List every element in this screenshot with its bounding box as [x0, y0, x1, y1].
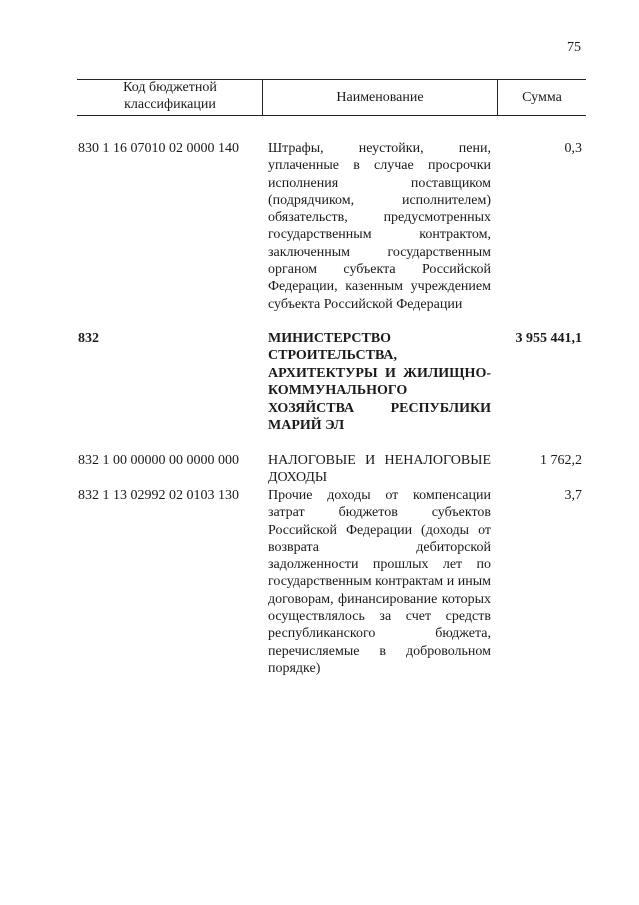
row-1-code: 830 1 16 07010 02 0000 140: [78, 141, 239, 156]
row-1-sum: 0,3: [564, 141, 582, 156]
row-3-code: 832 1 00 00000 00 0000 000: [78, 453, 239, 468]
row-4-name: Прочие доходы от компенсации затрат бюджетов субъектов Российской Федерации (доходы от возврата дебиторской задолженности прошлых лет по государственным контрактам и иным договорам, финансирование которых осуществлялось за счет средств республиканского бюджета, перечисляемые в добровольном порядке): [268, 488, 491, 676]
page-number: 75: [567, 40, 581, 55]
row-1-name: Штрафы, неустойки, пени, уплаченные в случае просрочки исполнения поставщиком (подрядчиком, исполнителем) обязательств, предусмотренных государственным контрактом, заключенным государственным органом субъекта Российской Федерации, казенным учреждением субъекта Российской Федерации: [268, 141, 491, 312]
row-2-name: МИНИСТЕРСТВО СТРОИТЕЛЬСТВА, АРХИТЕКТУРЫ И ЖИЛИЩНО-КОММУНАЛЬНОГО ХОЗЯЙСТВА РЕСПУБЛИКИ МАРИЙ ЭЛ: [268, 331, 491, 434]
header-name: Наименование: [336, 90, 424, 105]
row-3-sum: 1 762,2: [540, 453, 582, 468]
row-2-code: 832: [78, 331, 99, 346]
row-2-sum: 3 955 441,1: [515, 331, 582, 346]
header-code: Код бюджетной классификации: [123, 80, 217, 112]
row-3-name: НАЛОГОВЫЕ И НЕНАЛОГОВЫЕ ДОХОДЫ: [268, 453, 491, 486]
header-sum: Сумма: [522, 90, 562, 105]
row-4-code: 832 1 13 02992 02 0103 130: [78, 488, 239, 503]
table-header-bottom-rule: [77, 115, 586, 116]
row-4-sum: 3,7: [564, 488, 582, 503]
